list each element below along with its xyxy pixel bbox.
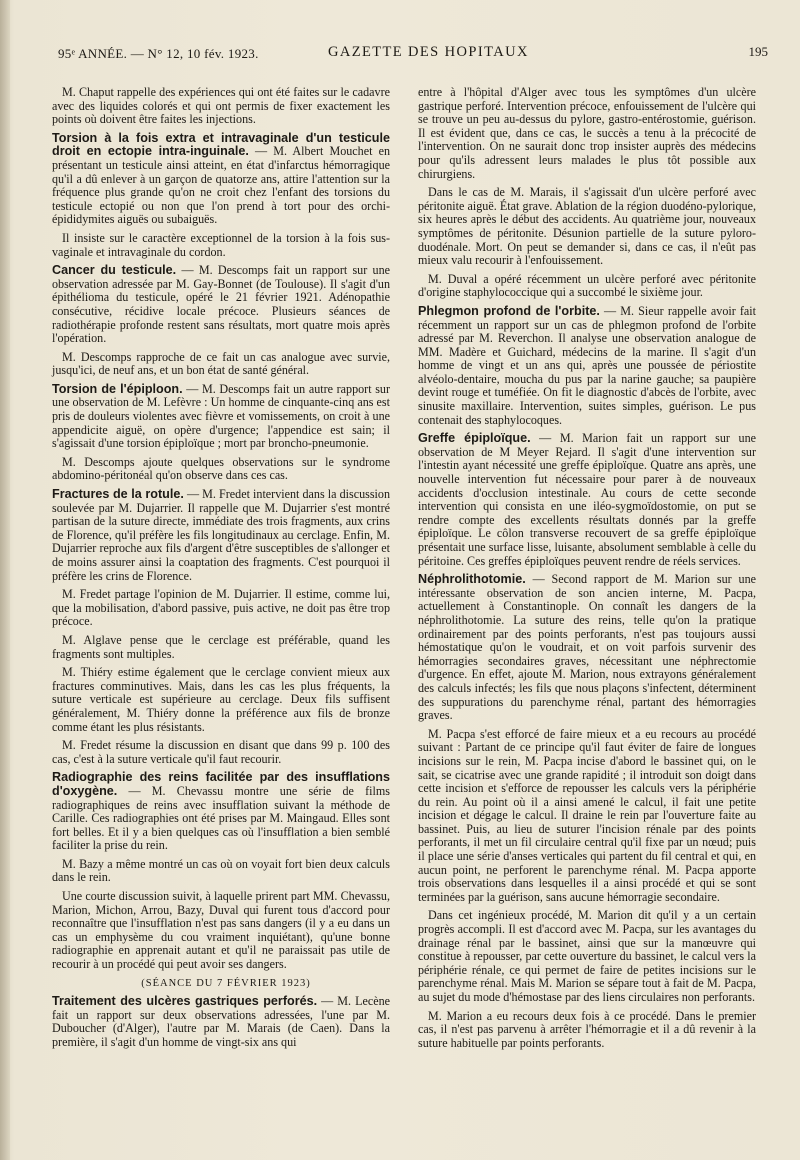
section-text: — M. Fredet intervient dans la discussion soulevée par M. Dujarrier. Il rappelle que M. Dujarrier s'est montré partisan de la suture directe, immédiate des trois fragments, aux crins de Florence, qu'il préfère les fils longitudinaux au cerclage. Enfin, M. Dujarrier reproche aux fils d'argent d'être susceptibles de s'allonger et de moins assurer ainsi la coaptation des fragments. C'est pourquoi il préfère les crins de Florence.	[52, 487, 390, 583]
paragraph: M. Pacpa s'est efforcé de faire mieux et a eu recours au procédé suivant : Partant de ce principe qu'il faut éviter de faire de longues incisions sur le rein, M. Pacpa incise d'abord le bassinet qui, on le sait, se cicatrise avec une grande rapidité ; il introduit son doigt dans cette incision et s'efforce de repousser les calculs vers la périphérie du rein. Au point où il a ainsi amené le calcul, il fait une petite incision et dégage le calcul. Il draine le rein par l'ouverture faite au bassinet. Puis, au lieu de suturer l'incision rénale par des points perforants, il met un fil circulaire central qu'il fixe par un nœud; puis il place une série d'anses verticales qui partent du fil central et qui, en aucun point, ne perforent le parenchyme rénal. M. Pacpa apporte trois observations dans lesquelles il a ainsi procédé et qui se sont terminées par la guérison, sans aucune hémorragie secondaire.	[418, 726, 756, 904]
section-title: Phlegmon profond de l'orbite.	[418, 303, 600, 318]
section-title: Fractures de la rotule.	[52, 487, 184, 502]
section-title: Traitement des ulcères gastriques perforés.	[52, 994, 318, 1009]
section-title: Torsion à la fois extra et intravaginale d'un testicule droit en ectopie intra-inguinale.	[52, 130, 390, 159]
binding-edge	[0, 0, 10, 1160]
paragraph: M. Thiéry estime également que le cerclage convient mieux aux fractures comminutives. Mais, dans les cas les plus fréquents, la suture verticale est supérieure au cerclage. Deux fils suffisent généralement, M. Thiéry donne la préférence aux fils de bronze comme étant les plus résistants.	[52, 665, 390, 734]
paragraph: entre à l'hôpital d'Alger avec tous les symptômes d'un ulcère gastrique perforé. Intervention précoce, enfouissement de l'ulcère qui se trouve un peu au-dessus du pylore, gastro-entérostomie, guérison. Il est évident que, dans ce cas, le succès a tenu à la précocité de l'intervention. On ne saurait donc trop insister auprès des médecins pour qu'ils adressent leurs malades le plus tôt possible aux chirurgiens.	[418, 85, 756, 181]
paragraph: M. Fredet partage l'opinion de M. Dujarrier. Il estime, comme lui, que la mobilisation, d'abord passive, puis active, ne doit pas être trop précoce.	[52, 587, 390, 629]
left-column	[52, 86, 390, 1055]
section-text: — M. Lecène fait un rapport sur deux observations adressées, l'une par M. Duboucher (d'Alger), l'autre par M. Marais (de Caen). Dans la première, il s'agit d'un homme de vingt-six ans qui	[52, 994, 390, 1049]
section-title: Cancer du testicule.	[52, 263, 177, 278]
section-text: — M. Albert Mouchet en présentant un testicule ainsi atteint, en état d'infarctus hémorragique qu'il a dû enlever à un garçon de quatorze ans, attire l'attention sur la fréquence plus grande qu'on ne croit chez l'enfant des torsions du testicule ectopié ou non que l'on prend à tort pour des orchi-épididymites aiguës ou subaiguës.	[52, 144, 390, 227]
section-text: — Second rapport de M. Marion sur une intéressante observation de son ancien interne, M. Pacpa, actuellement à Constantinople. On connaît les dangers de la néphrolithotomie. La suture des reins, telle qu'on la pratique ordinairement par des points perforants, n'est pas toujours aussi hémostatique qu'on le voudrait, et on voit parfois survenir des hémorragies secondaires graves, nécessitant une néphrectomie d'urgence. En effet, ajoute M. Marion, nous extrayons généralement des calculs infectés; les fils que nous plaçons s'infectent, déterminent des suppurations du parenchyme rénal, partant des hémorragies graves.	[418, 572, 756, 723]
section-title: Néphrolithotomie.	[418, 572, 526, 587]
issue-line: 95ᵉ ANNÉE. — N° 12, 10 fév. 1923.	[58, 46, 259, 61]
section-title: Torsion de l'épiploon.	[52, 381, 183, 396]
paragraph: Une courte discussion suivit, à laquelle prirent part MM. Chevassu, Marion, Michon, Arrou, Bazy, Duval qui furent tous d'accord pour reconnaître que l'insufflation n'est pas sans dangers (il y a eu dans un cas un emphysème du cou vraiment inquiétant), qu'une bonne radiographie en apprenait autant et qu'il ne paraissait pas utile de recourir à un procédé qui peut avoir ses dangers.	[52, 889, 390, 972]
right-column	[418, 86, 756, 1055]
section-text: — M. Marion fait un rapport sur une observation de M Meyer Rejard. Il s'agit d'une intervention sur l'intestin ayant nécessité une greffe épiploïque. Quatre ans après, une nouvelle intervention fut nécessaire pour parer à de nouveaux accidents d'occlusion intestinale. Au cours de cette seconde intervention qui consista en une iléo-sygmoïdostomie, on put se rendre compte des excellents résultats donnés par la greffe épiploïque. Le côlon transverse recouvert de sa greffe épiploïque présentait une surface lisse, luisante, absolument semblable à celle du péritoine. Ces greffes épiploïques peuvent rendre de réels services.	[418, 431, 756, 568]
section-title: Greffe épiploïque.	[418, 431, 531, 446]
section-text: — M. Descomps fait un autre rapport sur une observation de M. Lefèvre : Un homme de cinquante-cinq ans est pris de douleurs violentes avec fièvre et vomissements, on croit à une appendicite aiguë, on opère d'urgence; l'appendice est sain; il s'agissait d'une torsion épiploïque ; mort par broncho-pneumonie.	[52, 381, 390, 451]
section-text: — M. Descomps fait un rapport sur une observation adressée par M. Gay-Bonnet (de Toulouse). Il s'agit d'un épithélioma du testicule, opéré le 21 février 1921. Adénopathie consécutive, récidive locale précoce. Plusieurs séances de radiothérapie profonde restent sans résultats, mort quatre mois après l'opération.	[52, 263, 390, 346]
section-text: — M. Sieur rappelle avoir fait récemment un rapport sur un cas de phlegmon profond de l'orbite adressé par M. Reverchon. Il analyse une observation analogue de MM. Madère et Guichard, médecins de la marine. Il s'agit d'un homme de vingt et un ans qui, après une poussée de périostite alvéolo-dentaire, moucha du pus par la narine gauche; sa paupière devint rouge et tuméfiée. On fit le diagnostic d'abcès de l'orbite, avec sinusite maxillaire. Intervention, suites simples, guérison. Le pus contenait des staphylocoques.	[418, 303, 756, 427]
paragraph: M. Descomps rapproche de ce fait un cas analogue avec survie, jusqu'ici, de neuf ans, et un bon état de santé général.	[52, 349, 390, 378]
paragraph: M. Duval a opéré récemment un ulcère perforé avec péritonite d'origine staphylococcique qui a succombé le sixième jour.	[418, 271, 756, 300]
page-header	[58, 40, 768, 64]
paragraph: Il insiste sur le caractère exceptionnel de la torsion à la fois sus-vaginale et intravaginale du cordon.	[52, 230, 390, 259]
page-number: 195	[748, 44, 768, 59]
paragraph: M. Alglave pense que le cerclage est préférable, quand les fragments sont multiples.	[52, 632, 390, 661]
paragraph: M. Bazy a même montré un cas où on voyait fort bien deux calculs dans le rein.	[52, 856, 390, 885]
paragraph: M. Marion a eu recours deux fois à ce procédé. Dans le premier cas, il n'est pas parvenu à arrêter l'hémorragie et il a dû revenir à la suture habituelle par points perforants.	[418, 1008, 756, 1050]
section-title: Radiographie des reins facilitée par des insufflations d'oxygène.	[52, 770, 390, 798]
journal-title: GAZETTE DES HOPITAUX	[328, 44, 529, 60]
paragraph: M. Fredet résume la discussion en disant que dans 99 p. 100 des cas, c'est à la suture verticale qu'il faut recourir.	[52, 738, 390, 766]
section-text: — M. Chevassu montre une série de films radiographiques de reins avec insufflation suivant la méthode de Carille. Ces radiographies ont été prises par M. Maingaud. Elles sont fort belles. Et il y a bien quelques cas où l'insufflation a bien semblé faciliter la prise du rein.	[52, 783, 390, 853]
paragraph: M. Chaput rappelle des expériences qui ont été faites sur le cadavre avec des liquides colorés et qui ont permis de fixer exactement les points où doivent être faites les injections.	[52, 85, 390, 127]
paragraph: M. Descomps ajoute quelques observations sur le syndrome abdomino-péritonéal qu'on observe dans ces cas.	[52, 454, 390, 483]
paragraph: Dans cet ingénieux procédé, M. Marion dit qu'il y a un certain progrès accompli. Il est d'accord avec M. Pacpa, sur les avantages du drainage rénal par le bassinet, ainsi que sur la manœuvre qui constitue à repousser, par cette ouverture du bassinet, le calcul vers la périphérie rénale, ce qui permet de faire de petites incisions sur le parenchyme rénal. Mais M. Marion se sépare tout à fait de M. Pacpa, au sujet du mode d'hémostase par des liens circulaires non perforants.	[418, 908, 756, 1004]
paragraph: Dans le cas de M. Marais, il s'agissait d'un ulcère perforé avec péritonite aiguë. État grave. Ablation de la région duodéno-pylorique, six heures après le début des accidents. Au quatrième jour, nouveaux symptômes de péritonite. Désunion partielle de la suture pyloro-duodénale. Mort. On peut se demander si, dans ce cas, il n'eût pas mieux valu recourir à l'enfouissement.	[418, 185, 756, 268]
seance-date: (SÉANCE DU 7 FÉVRIER 1923)	[141, 977, 311, 989]
